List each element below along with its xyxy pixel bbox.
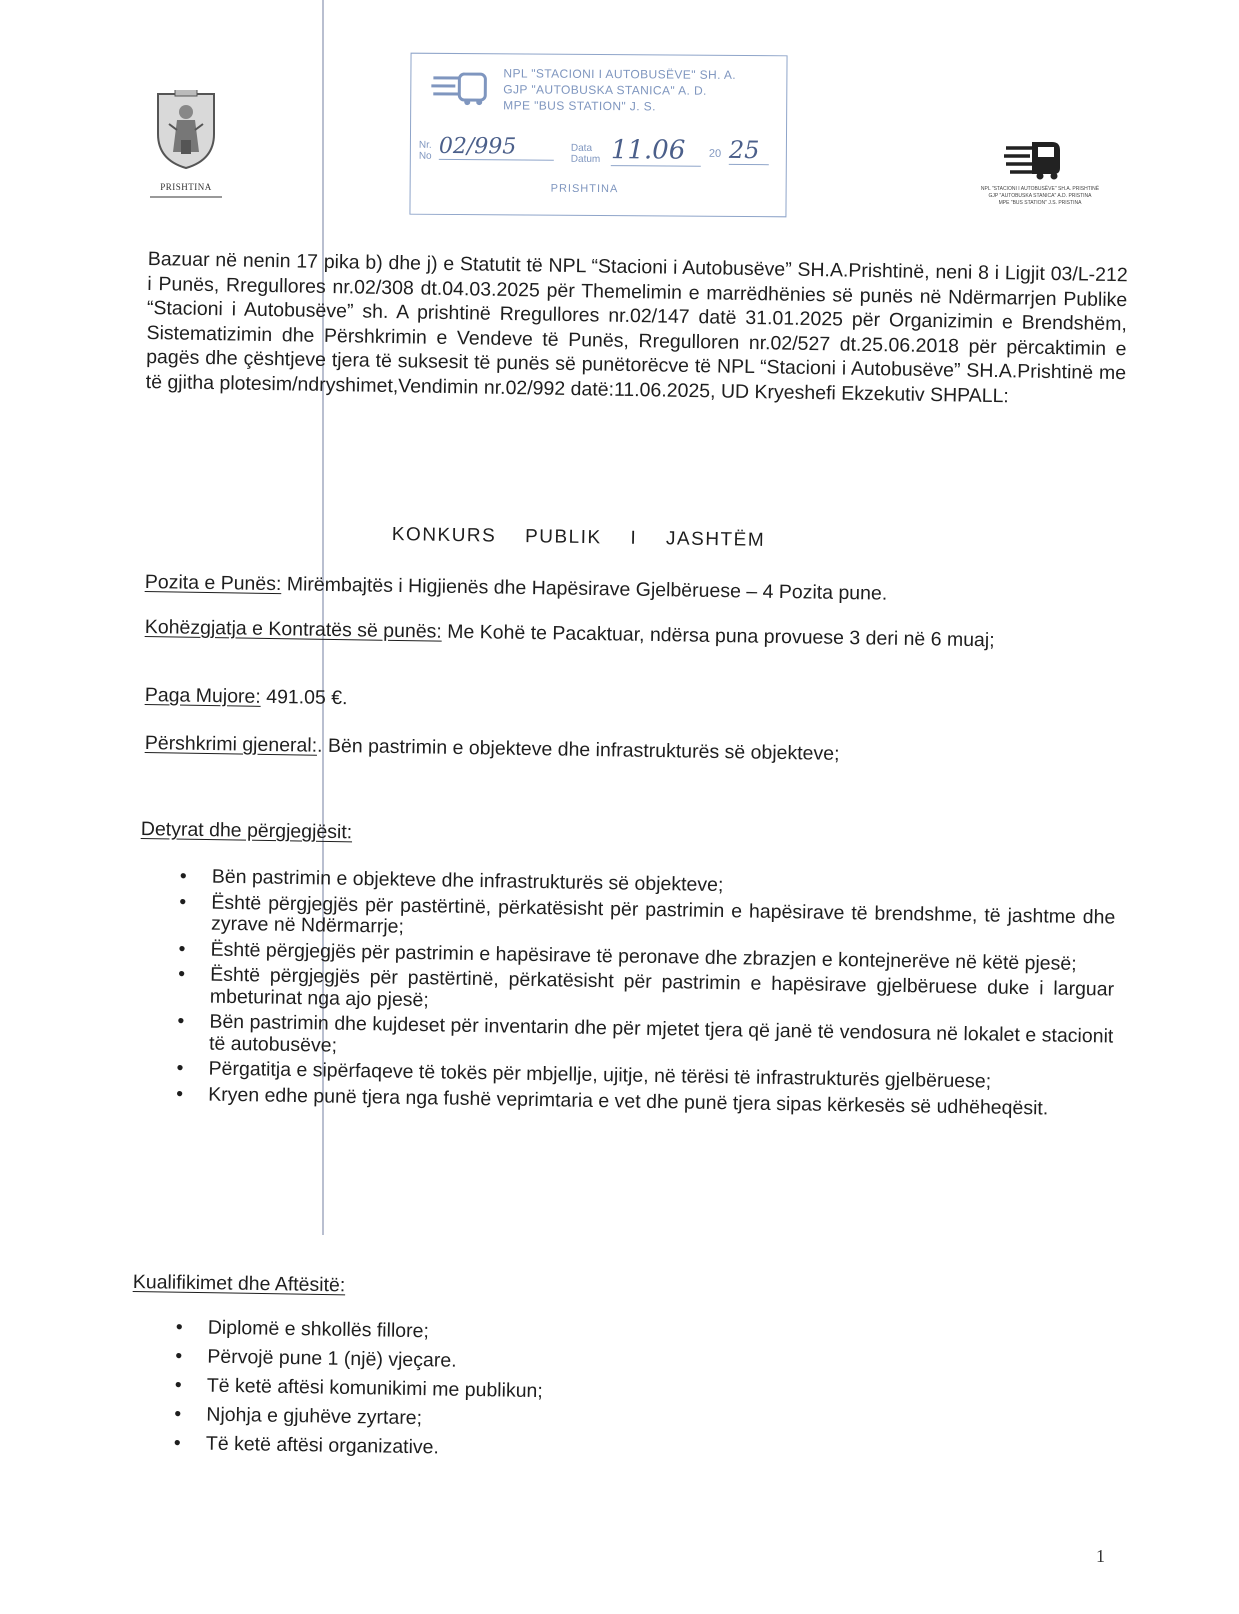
stamp-number-label-1: Nr. — [418, 139, 432, 151]
stamp-number-label — [419, 140, 432, 162]
position-label: Pozita e Punës: — [144, 570, 282, 596]
list-item: • Përvojë pune 1 (një) vjeçare. — [171, 1345, 891, 1380]
bus-station-logo-icon — [1004, 138, 1062, 180]
list-item: • Bën pastrimin e objekteve dhe infrastrukturës së objekteve; — [176, 866, 1116, 903]
position-value: Mirëmbajtës i Higjienës dhe Hapësirave Gjelbëruese – 4 Pozita pune. — [281, 573, 888, 605]
stamp-date: 11.06 — [611, 135, 701, 167]
salary-value: 491.05 €. — [260, 685, 348, 710]
list-item: • Të ketë aftësi komunikimi me publikun; — [171, 1374, 891, 1409]
page-number: 1 — [1096, 1546, 1105, 1566]
description-value: . Bën pastrimin e objekteve dhe infrastrukturës së objekteve; — [316, 734, 840, 765]
position-field — [145, 570, 1125, 609]
stamp-line-3: MPE "BUS STATION" J. S. — [503, 98, 656, 114]
duties-list — [172, 866, 1116, 1125]
crest-label: PRISHTINA — [160, 182, 212, 192]
logo-text-line-2: GJP "AUTOBUSKA STANICA" A.D. PRISTINA — [988, 193, 1092, 199]
stamp-line-1: NPL "STACIONI I AUTOBUSËVE" SH. A. — [503, 66, 737, 82]
list-item: • Diplomë e shkollës fillore; — [172, 1316, 892, 1351]
salary-field — [145, 683, 1125, 722]
document-title: KONKURS PUBLIK I JASHTËM — [391, 524, 766, 551]
salary-label: Paga Mujore: — [144, 683, 261, 708]
crest-underline — [150, 196, 222, 198]
duties-title: Detyrat dhe përgjegjësit: — [140, 818, 353, 844]
stamp-bus-logo-icon — [429, 68, 489, 108]
list-item: • Është përgjegjës për pastërtinë, përkatësisht për pastrimin e hapësirave të brendshme, të jashtme dhe zyrave në Ndërmarrje; — [175, 891, 1116, 950]
stamp-date-label-1: Data — [570, 142, 593, 154]
list-item: • Njohja e gjuhëve zyrtare; — [170, 1403, 890, 1438]
list-item: • Përgatitja e sipërfaqeve të tokës për mbjellje, ujitje, në tërësi të infrastrukturës gjelbëruese; — [172, 1058, 1112, 1095]
list-item: • Bën pastrimin dhe kujdeset për inventarin dhe për mjetet tjera që janë të vendosura në lokalet e stacionit të autobusëve; — [173, 1011, 1114, 1070]
stamp-date-label — [571, 143, 601, 165]
description-field — [145, 731, 1125, 770]
stamp-year-prefix: 20 — [708, 147, 722, 160]
registry-stamp — [409, 53, 787, 218]
list-item: • Kryen edhe punë tjera nga fushë veprimtaria e vet dhe punë tjera sipas kërkesës së udhëheqësit. — [172, 1083, 1112, 1120]
stamp-year: 25 — [729, 136, 769, 165]
logo-text-line-1: NPL "STACIONI I AUTOBUSËVE" SH.A. PRISHTINË — [980, 186, 1100, 192]
stamp-city: PRISHTINA — [550, 182, 619, 196]
logo-text-line-3: MPE "BUS STATION" J.S. PRISTINA — [998, 200, 1082, 206]
list-item: • Të ketë aftësi organizative. — [170, 1432, 890, 1467]
stamp-date-label-2: Datum — [570, 153, 601, 166]
description-label: Përshkrimi gjeneral: — [144, 731, 318, 757]
duration-value: Me Kohë te Pacaktuar, ndërsa puna provuese 3 deri në 6 muaj; — [441, 620, 995, 652]
prishtina-crest-icon — [155, 90, 217, 170]
stamp-number-label-2: No — [418, 150, 432, 162]
duration-field — [145, 615, 1125, 654]
duration-label: Kohëzgjatja e Kontratës së punës: — [144, 615, 442, 643]
list-item: • Është përgjegjës për pastrimin e hapësirave të peronave dhe zbrazjen e kontejnerëve në këtë pjesë; — [174, 938, 1114, 975]
stamp-line-2: GJP "AUTOBUSKA STANICA" A. D. — [503, 82, 707, 98]
qualifications-title: Kualifikimet dhe Aftësitë: — [132, 1271, 346, 1297]
qualifications-list — [170, 1316, 892, 1473]
stamp-number: 02/995 — [439, 134, 554, 161]
list-item: • Është përgjegjës për pastërtinë, përkatësisht për pastrimin e hapësirave gjelbëruese duke i larguar mbeturinat nga ajo pjesë; — [174, 964, 1115, 1023]
intro-paragraph: Bazuar në nenin 17 pika b) dhe j) e Statutit të NPL “Stacioni i Autobusëve” SH.A.Prishtinë, neni 8 i Ligjit 03/L-212 i Punës, Rregullores nr.02/308 dt.04.03.2025 për Themelimin e marrëdhënies së punës në Ndërmarrjen Publike “Stacioni i Autobusëve” sh. A prishtinë Rregullores nr.02/147 datë 31.01.2025 për Organizimin e Brendshëm, Sistematizimin dhe Përshkrimin e Vendeve të Punës, Rregulloren nr.02/527 dt.25.06.2018 për përcaktimin e pagës dhe çështjeve tjera të suksesit të punës së punëtorëcve të NPL “Stacioni i Autobusëve” SH.A.Prishtinë me të gjitha plotesim/ndryshimet,Vendimin nr.02/992 datë:11.06.2025, UD Kryeshefi Ekzekutiv SHPALL: — [145, 247, 1128, 408]
